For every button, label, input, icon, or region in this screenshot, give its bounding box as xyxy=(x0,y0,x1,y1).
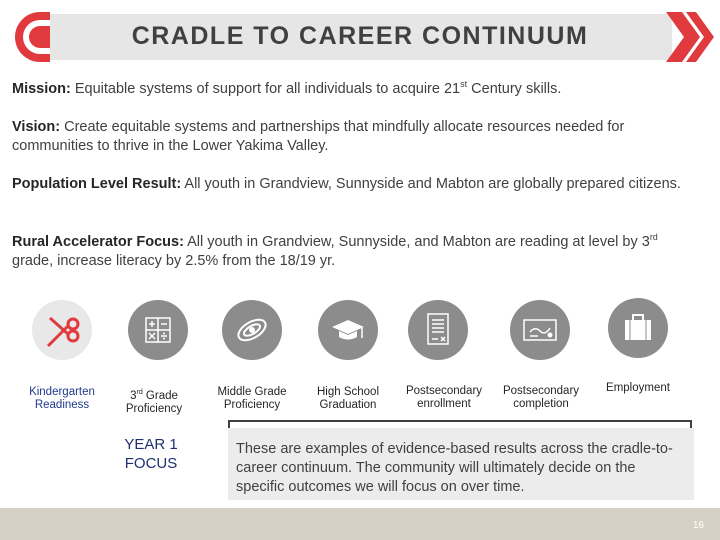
atom-icon xyxy=(222,300,282,360)
graduation-cap-icon xyxy=(318,300,378,360)
stage-label-line: enrollment xyxy=(417,398,471,410)
rural-text-end: grade, increase literacy by 2.5% from the 18/19 yr. xyxy=(12,253,336,269)
postsecondary-completion-stage-circle xyxy=(510,300,570,360)
stage-label-high-school xyxy=(302,386,394,412)
stage-label-line: Proficiency xyxy=(223,399,281,411)
year-focus-line: YEAR 1 xyxy=(124,436,178,453)
stage-label-line: Readiness xyxy=(34,399,90,411)
stage-label-line: Employment xyxy=(606,382,670,394)
stage-label-kindergarten xyxy=(14,386,110,412)
mission-label: Mission: xyxy=(12,81,71,97)
stage-label-line: Proficiency xyxy=(125,402,183,415)
scissors-icon xyxy=(32,300,92,360)
vision-label: Vision: xyxy=(12,119,61,135)
vision-paragraph xyxy=(12,118,702,156)
third-grade-stage-circle xyxy=(128,300,188,360)
population-paragraph xyxy=(12,175,702,194)
year-focus-line: FOCUS xyxy=(124,455,178,472)
mission-text: Equitable systems of support for all individuals to acquire 21 xyxy=(70,81,461,97)
population-label: Population Level Result: xyxy=(12,176,182,192)
rural-text: All youth in Grandview, Sunnyside, and Mabton are reading at level by 3 xyxy=(183,234,650,250)
stage-label-employment xyxy=(592,382,684,395)
stage-label-line xyxy=(108,386,200,403)
page-number: 16 xyxy=(692,520,704,531)
stage-label-third-grade xyxy=(108,386,200,416)
population-text: All youth in Grandview, Sunnyside and Mabton are globally prepared citizens. xyxy=(181,176,681,192)
rural-sup: rd xyxy=(649,232,658,243)
stage-label-line: Kindergarten xyxy=(29,386,95,398)
right-chevron-mark xyxy=(666,12,716,62)
note-text: These are examples of evidence-based results across the cradle-to-career continuum. The community will ultimately decide on the specific outcomes we will focus on over time. xyxy=(236,441,673,495)
note-bracket-left xyxy=(228,420,230,428)
employment-stage-circle xyxy=(608,298,668,358)
math-icon xyxy=(128,300,188,360)
kindergarten-stage-circle xyxy=(32,300,92,360)
vision-text: Create equitable systems and partnerships that mindfully allocate resources needed for communities to thrive in the Lower Yakima Valley. xyxy=(12,119,625,154)
title-band xyxy=(0,12,720,64)
page-title: CRADLE TO CAREER CONTINUUM xyxy=(131,22,589,50)
note-bracket-line xyxy=(228,420,692,422)
middle-grade-stage-circle xyxy=(222,300,282,360)
note-bracket-right xyxy=(690,420,692,428)
mission-text-end: Century skills. xyxy=(467,81,562,97)
stage-label-line: completion xyxy=(513,398,569,410)
mission-sup: st xyxy=(460,79,468,90)
mission-paragraph xyxy=(12,80,702,99)
postsecondary-enrollment-stage-circle xyxy=(408,300,468,360)
rural-label: Rural Accelerator Focus: xyxy=(12,234,184,250)
high-school-stage-circle xyxy=(318,300,378,360)
stage-label-line: Postsecondary xyxy=(502,385,580,397)
stage-label-line: Postsecondary xyxy=(405,385,483,397)
briefcase-icon xyxy=(608,298,668,358)
year-one-focus xyxy=(110,435,192,473)
stage-label-postsecondary-enrollment xyxy=(398,385,490,411)
stage-label-line: High School xyxy=(316,386,379,398)
grade-word: Grade xyxy=(142,389,178,402)
grade-suffix: rd xyxy=(136,389,143,396)
stage-label-middle-grade xyxy=(206,386,298,412)
grade-number: 3 xyxy=(130,389,137,402)
stage-label-postsecondary-completion xyxy=(494,385,588,411)
footer-bar xyxy=(0,508,720,540)
rural-paragraph xyxy=(12,233,702,271)
document-icon xyxy=(408,300,468,360)
diploma-icon xyxy=(510,300,570,360)
stage-label-line: Middle Grade xyxy=(217,386,287,398)
stage-label-line: Graduation xyxy=(319,399,377,411)
